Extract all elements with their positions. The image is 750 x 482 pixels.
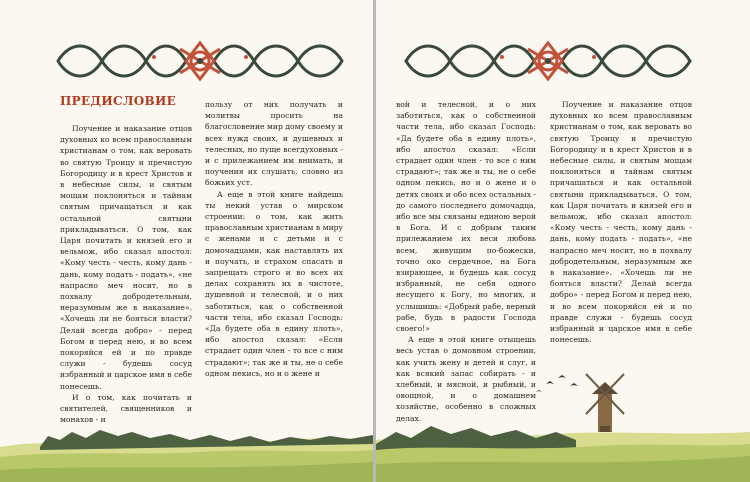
right-page (376, 0, 750, 482)
paragraph: Поучение и наказание отцов духовных ко всем православным христианам о том, как веровать во святую Троицу и пречистую Богородицу и в крест Христов и в небесные силы, и святым мощам поклоняться и тайнам святым причащаться и как остальной святыни прикладываться. О том, как Царя почитать и князей его и вельмож, ибо сказал апостол: «Кому честь - честь, кому дань - дань, кому подать - подать», «не напрасно меч носит, но в похвалу добродетельным, неразумным же в наказание». «Хочешь ли не бояться власти? Делай всегда добро» - перед Богом и перед нею, и во всем покоряйся ей и по правде служи - будешь сосуд избранный и царское имя в себе понесешь. (60, 124, 192, 391)
paragraph: пользу от них получать и молитвы просить на благословение мир дому своему и всех нужд своих, и душевных и телесных, но пуще всегдуховных - и с прилежанием им внимать, и поучения их слушать, словно из божьих уст. (205, 100, 343, 188)
ornament-knot-right (398, 33, 698, 89)
paragraph: Поучение и наказание отцов духовных ко всем православным христианам о том, как веровать во святую Троицу и пречистую Богородицу и в крест Христов и в небесные силы, и святым мощам поклоняться и тайнам святым причащаться и как остальной святыни прикладываться. О том, как Царя почитать и князей его и вельмож, ибо сказал апостол: «Кому честь - честь, кому дань - дань, кому подать - подать», «не напрасно меч носит, но в похвалу добродетельным, неразумным же в наказание». «Хочешь ли не бояться власти? Делай всегда добро» - перед Богом и перед нею, и во всем покоряйся ей и по правде служи - будешь сосуд избранный и царское имя в себе понесешь. (550, 100, 692, 345)
page-heading: ПРЕДИСЛОВИЕ (60, 94, 177, 108)
windmill-icon (586, 374, 624, 432)
right-column-2 (550, 99, 692, 345)
left-page (0, 0, 373, 482)
paragraph: вой и телесной, и о них заботиться, как о собственной части тела, ибо сказал Господь: «Да будете оба в едину плоть», ибо апостол сказал: «Если страдает один член - то все с ним страдают»; так же и ты, не о себе одном пекись, но и о жене и о детях своих и обо всех остальных - до самого последнего домочадца, ибо все мы связаны единою верой в Бога. И с добрым таким прилежанием их веси любовь всем, живущим по-божески, точно око сердечное, на Бога взирающее, и будешь как сосуд избранный, не себя одного несущего к Богу, но многих, и услышишь: «Добрый рабе, верный рабе, будь в радости Господа своего!» (396, 100, 536, 334)
paragraph: И о том, как почитать и святителей, священников и монахов - и (60, 392, 192, 425)
landscape-illustration-left (0, 332, 373, 482)
paragraph: А еще в этой книге найдешь ты некий устав о мирском строении: о том, как жить православным христианам в миру с женами и с детьми и с домочадцами, как наставлять их и поучать, и страхом спасать и запрещать строго и во всех их делах сохранять их в чистоте, душевной и телесной, и о них заботиться, как о собственной части тела, ибо сказал Господь: «Да будете оба в едину плоть», ибо апостол сказал: «Если страдает один член - то все с ним страдают»; так же и ты, не о себе одном пекись, но и о жене и (205, 189, 343, 378)
paragraph: А еще в этой книге отыщешь весь устав о домовном строении, как учить жену и детей и слуг, и как всякий запас собирать - и хлебный, и мясной, и рыбный, и овощной, и о домашнем хозяйстве, особенно в сложных делах. (396, 335, 536, 423)
ornament-knot-left (50, 33, 350, 89)
landscape-illustration-right (376, 322, 750, 482)
birds-icon (536, 375, 578, 392)
